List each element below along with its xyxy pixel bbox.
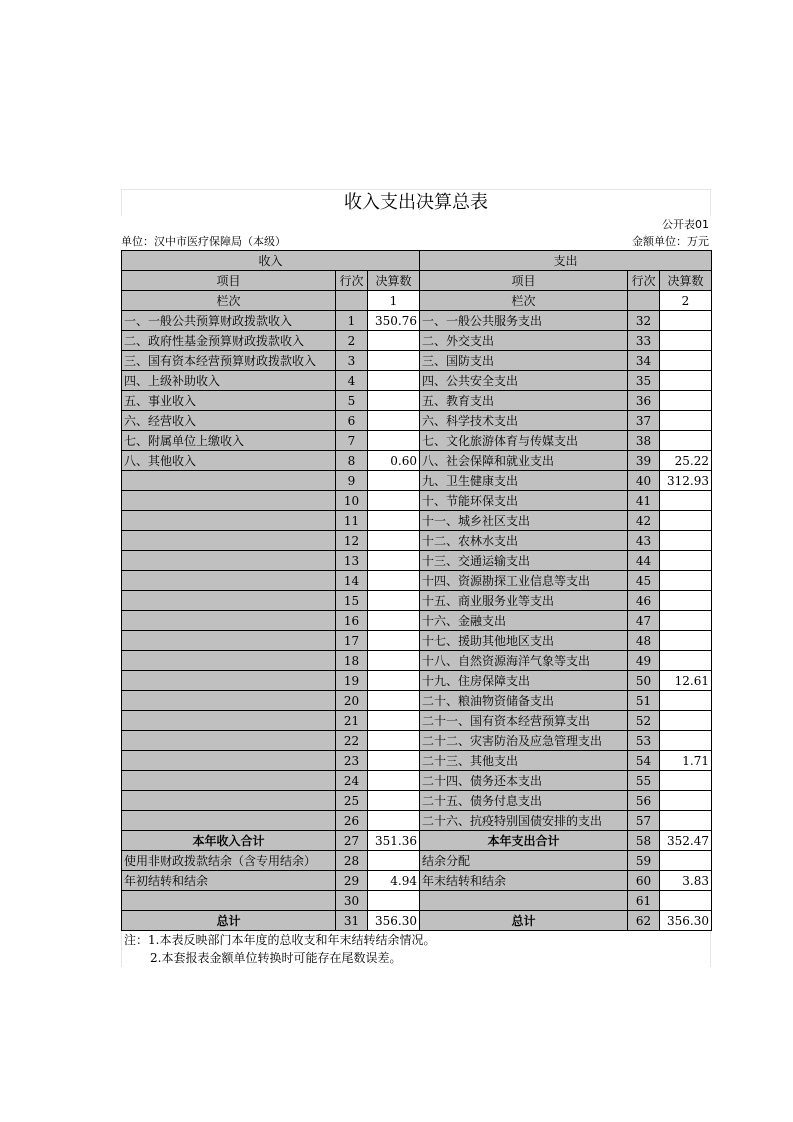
- table-row: [122, 671, 712, 691]
- income-row-no: 12: [336, 531, 368, 551]
- expense-item: 二十五、债务付息支出: [420, 791, 628, 811]
- expense-amount: [660, 531, 712, 551]
- expense-amount: 25.22: [660, 451, 712, 471]
- expense-item: 十三、交通运输支出: [420, 551, 628, 571]
- income-amount: [368, 631, 420, 651]
- income-item: 六、经营收入: [122, 411, 336, 431]
- expense-item: 十五、商业服务业等支出: [420, 591, 628, 611]
- income-amount: [368, 331, 420, 351]
- table-row: [122, 851, 712, 871]
- expense-item: 十八、自然资源海洋气象等支出: [420, 651, 628, 671]
- income-amount: 350.76: [368, 311, 420, 331]
- income-amount: [368, 511, 420, 531]
- income-item: 八、其他收入: [122, 451, 336, 471]
- expense-item: 二十二、灾害防治及应急管理支出: [420, 731, 628, 751]
- year-total-row: [122, 831, 712, 851]
- expense-item: 十四、资源勘探工业信息等支出: [420, 571, 628, 591]
- income-row-no: 29: [336, 871, 368, 891]
- income-column-number: 1: [368, 291, 420, 311]
- expense-amount: [660, 811, 712, 831]
- income-amount: [368, 731, 420, 751]
- expense-amount: 356.30: [660, 911, 712, 931]
- table-row: [122, 651, 712, 671]
- expense-item: 一、一般公共服务支出: [420, 311, 628, 331]
- income-row-no: 17: [336, 631, 368, 651]
- income-item: [122, 491, 336, 511]
- income-row-no: 6: [336, 411, 368, 431]
- income-column-blank: [336, 291, 368, 311]
- table-row: [122, 391, 712, 411]
- expense-row-no: 41: [628, 491, 660, 511]
- expense-amount: [660, 371, 712, 391]
- income-amount: [368, 611, 420, 631]
- income-amount: 0.60: [368, 451, 420, 471]
- amount-unit: 金额单位：万元: [632, 235, 709, 248]
- expense-amount: 352.47: [660, 831, 712, 851]
- expense-row-no-header: 行次: [628, 271, 660, 291]
- income-item: [122, 551, 336, 571]
- expense-item: 二十、粮油物资储备支出: [420, 691, 628, 711]
- expense-item: 六、科学技术支出: [420, 411, 628, 431]
- income-item: [122, 751, 336, 771]
- expense-row-no: 50: [628, 671, 660, 691]
- expense-amount: [660, 391, 712, 411]
- unit-row: [121, 233, 711, 250]
- table-row: [122, 591, 712, 611]
- income-amount: 351.36: [368, 831, 420, 851]
- expense-column-blank: [628, 291, 660, 311]
- income-amount: [368, 891, 420, 911]
- note-1: 注：1.本表反映部门本年度的总收支和年末结转结余情况。: [124, 933, 436, 947]
- column-header-row: [122, 271, 712, 291]
- expense-item: 九、卫生健康支出: [420, 471, 628, 491]
- expense-row-no: 46: [628, 591, 660, 611]
- expense-row-no: 44: [628, 551, 660, 571]
- unit-name: 单位：汉中市医疗保障局（本级）: [121, 235, 286, 248]
- income-item: [122, 711, 336, 731]
- income-row-no: 7: [336, 431, 368, 451]
- table-row: [122, 611, 712, 631]
- expense-row-no: 57: [628, 811, 660, 831]
- expense-amount: [660, 631, 712, 651]
- income-amount: [368, 471, 420, 491]
- expense-row-no: 45: [628, 571, 660, 591]
- table-row: [122, 571, 712, 591]
- income-row-no: 8: [336, 451, 368, 471]
- expense-item-header: 项目: [420, 271, 628, 291]
- expense-amount: [660, 511, 712, 531]
- expense-row-no: 49: [628, 651, 660, 671]
- income-row-no: 15: [336, 591, 368, 611]
- income-item: [122, 771, 336, 791]
- expense-amount: [660, 491, 712, 511]
- expense-amount: [660, 431, 712, 451]
- table-row: [122, 351, 712, 371]
- notes: [121, 931, 711, 967]
- income-row-no: 10: [336, 491, 368, 511]
- income-amount: [368, 351, 420, 371]
- income-item: 总计: [122, 911, 336, 931]
- expense-item: 二十一、国有资本经营预算支出: [420, 711, 628, 731]
- income-item: 使用非财政拨款结余（含专用结余）: [122, 851, 336, 871]
- expense-item: 二十四、债务还本支出: [420, 771, 628, 791]
- income-amount: [368, 751, 420, 771]
- expense-amount: [660, 711, 712, 731]
- table-row: [122, 531, 712, 551]
- table-row: [122, 311, 712, 331]
- table-row: [122, 871, 712, 891]
- expense-row-no: 40: [628, 471, 660, 491]
- income-row-no: 22: [336, 731, 368, 751]
- expense-item: 八、社会保障和就业支出: [420, 451, 628, 471]
- table-row: [122, 411, 712, 431]
- income-amount: [368, 811, 420, 831]
- income-column-label: 栏次: [122, 291, 336, 311]
- expense-row-no: 43: [628, 531, 660, 551]
- table-row: [122, 331, 712, 351]
- expense-amount: 12.61: [660, 671, 712, 691]
- income-amount: [368, 551, 420, 571]
- income-item: [122, 651, 336, 671]
- expense-amount: [660, 731, 712, 751]
- expense-row-no: 61: [628, 891, 660, 911]
- income-amount: [368, 431, 420, 451]
- income-amount: [368, 411, 420, 431]
- income-amount: [368, 591, 420, 611]
- table-row: [122, 771, 712, 791]
- report-title: 收入支出决算总表: [121, 189, 711, 216]
- form-number-row: [121, 216, 711, 233]
- income-item: 七、附属单位上缴收入: [122, 431, 336, 451]
- expense-item: 二十三、其他支出: [420, 751, 628, 771]
- income-row-no: 2: [336, 331, 368, 351]
- table-row: [122, 731, 712, 751]
- income-row-no: 16: [336, 611, 368, 631]
- section-header-row: [122, 251, 712, 271]
- income-item: 四、上级补助收入: [122, 371, 336, 391]
- expense-row-no: 48: [628, 631, 660, 651]
- table-row: [122, 511, 712, 531]
- table-row: [122, 551, 712, 571]
- income-row-no: 20: [336, 691, 368, 711]
- table-row: [122, 691, 712, 711]
- note-2: 2.本套报表金额单位转换时可能存在尾数误差。: [150, 951, 402, 965]
- expense-item: 五、教育支出: [420, 391, 628, 411]
- expense-amount: [660, 851, 712, 871]
- income-row-no: 21: [336, 711, 368, 731]
- table-row: [122, 471, 712, 491]
- income-item: 五、事业收入: [122, 391, 336, 411]
- income-row-no: 4: [336, 371, 368, 391]
- expense-item: 十九、住房保障支出: [420, 671, 628, 691]
- income-row-no: 27: [336, 831, 368, 851]
- expense-item: 七、文化旅游体育与传媒支出: [420, 431, 628, 451]
- expense-item: 总计: [420, 911, 628, 931]
- income-amount-header: 决算数: [368, 271, 420, 291]
- income-item: [122, 691, 336, 711]
- expense-item: 本年支出合计: [420, 831, 628, 851]
- expense-amount: [660, 311, 712, 331]
- expense-amount: [660, 351, 712, 371]
- expense-amount: [660, 891, 712, 911]
- table-row: [122, 451, 712, 471]
- income-amount: [368, 851, 420, 871]
- expense-amount: [660, 791, 712, 811]
- expense-item: 十、节能环保支出: [420, 491, 628, 511]
- expense-amount-header: 决算数: [660, 271, 712, 291]
- income-row-no: 3: [336, 351, 368, 371]
- expense-row-no: 51: [628, 691, 660, 711]
- column-label-row: [122, 291, 712, 311]
- expense-row-no: 36: [628, 391, 660, 411]
- income-item: [122, 471, 336, 491]
- income-amount: [368, 391, 420, 411]
- table-row: [122, 491, 712, 511]
- income-row-no: 30: [336, 891, 368, 911]
- income-item: [122, 731, 336, 751]
- income-row-no: 13: [336, 551, 368, 571]
- expense-amount: [660, 651, 712, 671]
- expense-row-no: 52: [628, 711, 660, 731]
- income-item: [122, 671, 336, 691]
- income-amount: 356.30: [368, 911, 420, 931]
- income-amount: [368, 371, 420, 391]
- income-item: [122, 611, 336, 631]
- expense-amount: 1.71: [660, 751, 712, 771]
- expense-row-no: 59: [628, 851, 660, 871]
- expense-item: 结余分配: [420, 851, 628, 871]
- income-item: [122, 511, 336, 531]
- income-amount: [368, 651, 420, 671]
- income-item: [122, 571, 336, 591]
- expense-item: 十七、援助其他地区支出: [420, 631, 628, 651]
- expense-row-no: 56: [628, 791, 660, 811]
- expense-row-no: 58: [628, 831, 660, 851]
- income-row-no: 14: [336, 571, 368, 591]
- expense-row-no: 32: [628, 311, 660, 331]
- income-item: [122, 631, 336, 651]
- income-row-no: 28: [336, 851, 368, 871]
- expense-item: 二、外交支出: [420, 331, 628, 351]
- income-item: 一、一般公共预算财政拨款收入: [122, 311, 336, 331]
- expense-row-no: 35: [628, 371, 660, 391]
- grand-total-row: [122, 911, 712, 931]
- expense-row-no: 37: [628, 411, 660, 431]
- income-row-no: 24: [336, 771, 368, 791]
- expense-item: [420, 891, 628, 911]
- expense-item: 二十六、抗疫特别国债安排的支出: [420, 811, 628, 831]
- income-row-no-header: 行次: [336, 271, 368, 291]
- income-amount: [368, 791, 420, 811]
- expense-row-no: 53: [628, 731, 660, 751]
- expense-amount: 312.93: [660, 471, 712, 491]
- expense-row-no: 47: [628, 611, 660, 631]
- income-item: [122, 811, 336, 831]
- expense-row-no: 62: [628, 911, 660, 931]
- income-item: 二、政府性基金预算财政拨款收入: [122, 331, 336, 351]
- expense-amount: [660, 571, 712, 591]
- table-row: [122, 431, 712, 451]
- expense-amount: [660, 551, 712, 571]
- income-item: [122, 891, 336, 911]
- expense-amount: 3.83: [660, 871, 712, 891]
- expense-amount: [660, 771, 712, 791]
- expense-item: 四、公共安全支出: [420, 371, 628, 391]
- table-row: [122, 751, 712, 771]
- expense-amount: [660, 411, 712, 431]
- expense-column-number: 2: [660, 291, 712, 311]
- income-amount: [368, 711, 420, 731]
- table-row: [122, 891, 712, 911]
- expense-row-no: 34: [628, 351, 660, 371]
- income-row-no: 26: [336, 811, 368, 831]
- income-row-no: 9: [336, 471, 368, 491]
- expense-item: 十一、城乡社区支出: [420, 511, 628, 531]
- income-item-header: 项目: [122, 271, 336, 291]
- income-amount: [368, 691, 420, 711]
- income-row-no: 31: [336, 911, 368, 931]
- expense-row-no: 39: [628, 451, 660, 471]
- form-number: 公开表01: [662, 218, 709, 231]
- expense-row-no: 38: [628, 431, 660, 451]
- income-item: 本年收入合计: [122, 831, 336, 851]
- report-sheet: [121, 189, 711, 967]
- income-row-no: 23: [336, 751, 368, 771]
- expense-row-no: 55: [628, 771, 660, 791]
- expense-amount: [660, 331, 712, 351]
- expense-row-no: 54: [628, 751, 660, 771]
- expense-item: 三、国防支出: [420, 351, 628, 371]
- expense-item: 年末结转和结余: [420, 871, 628, 891]
- income-row-no: 19: [336, 671, 368, 691]
- expense-amount: [660, 691, 712, 711]
- expense-amount: [660, 591, 712, 611]
- income-amount: [368, 491, 420, 511]
- table-row: [122, 811, 712, 831]
- expense-item: 十六、金融支出: [420, 611, 628, 631]
- table-row: [122, 631, 712, 651]
- income-item: 三、国有资本经营预算财政拨款收入: [122, 351, 336, 371]
- income-amount: 4.94: [368, 871, 420, 891]
- income-item: [122, 531, 336, 551]
- expense-row-no: 60: [628, 871, 660, 891]
- income-item: 年初结转和结余: [122, 871, 336, 891]
- income-expense-table: [121, 250, 712, 931]
- income-row-no: 11: [336, 511, 368, 531]
- expense-amount: [660, 611, 712, 631]
- income-amount: [368, 671, 420, 691]
- table-row: [122, 371, 712, 391]
- income-header: 收入: [122, 251, 420, 271]
- income-item: [122, 591, 336, 611]
- income-row-no: 1: [336, 311, 368, 331]
- income-amount: [368, 571, 420, 591]
- income-amount: [368, 771, 420, 791]
- income-row-no: 25: [336, 791, 368, 811]
- income-item: [122, 791, 336, 811]
- expense-row-no: 42: [628, 511, 660, 531]
- expense-column-label: 栏次: [420, 291, 628, 311]
- expense-item: 十二、农林水支出: [420, 531, 628, 551]
- expense-header: 支出: [420, 251, 712, 271]
- income-row-no: 18: [336, 651, 368, 671]
- expense-row-no: 33: [628, 331, 660, 351]
- table-row: [122, 791, 712, 811]
- income-row-no: 5: [336, 391, 368, 411]
- table-row: [122, 711, 712, 731]
- income-amount: [368, 531, 420, 551]
